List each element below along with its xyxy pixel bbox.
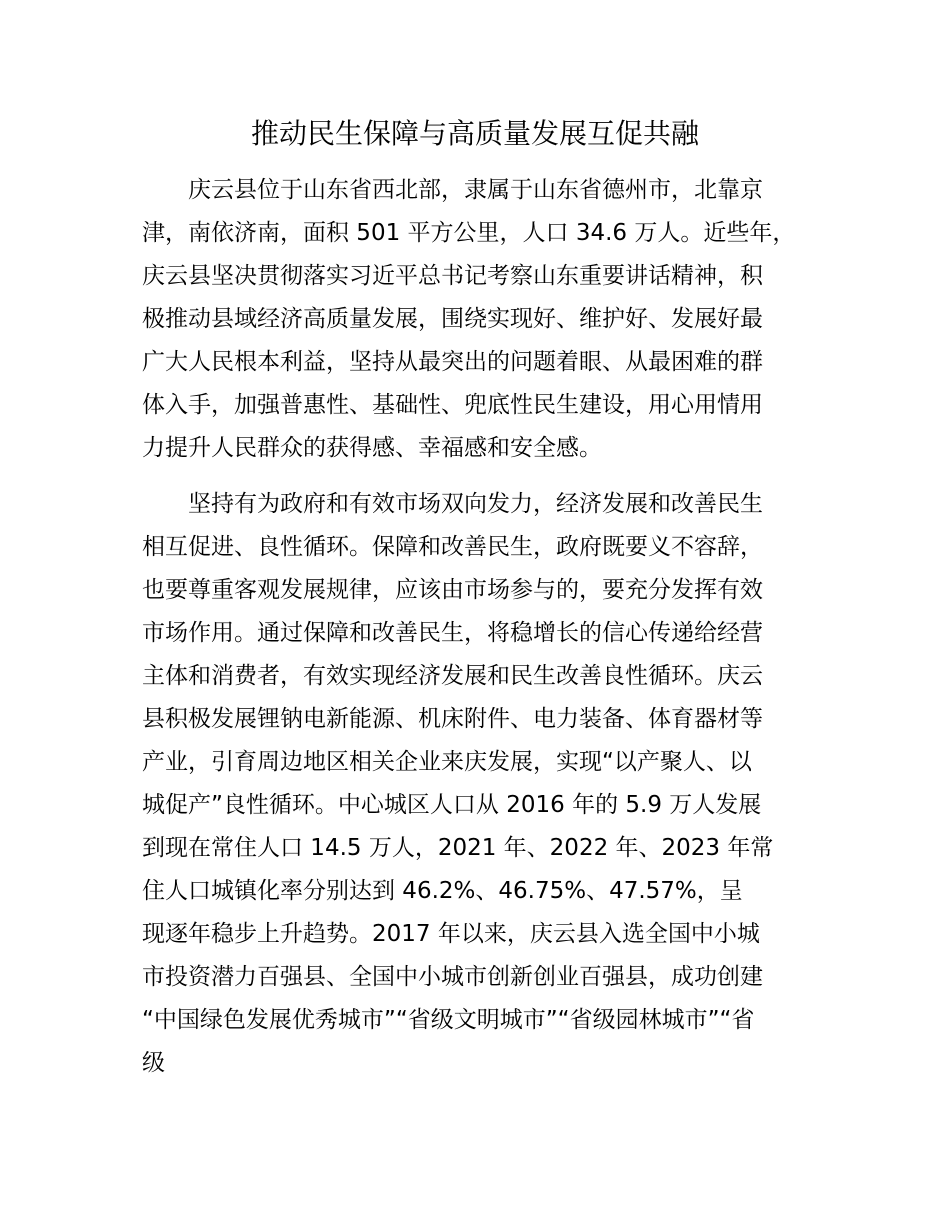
paragraph-line: 力提升人民群众的获得感、幸福感和安全感。	[142, 435, 602, 461]
paragraph-line: 体入手，加强普惠性、基础性、兜底性民生建设，用心用情用	[142, 392, 763, 418]
paragraph-line: 城促产”良性循环。中心城区人口从 2016 年的 5.9 万人发展	[142, 792, 762, 818]
document-title: 推动民生保障与高质量发展互促共融	[250, 117, 699, 150]
paragraph-line: 现逐年稳步上升趋势。2017 年以来，庆云县入选全国中小城	[142, 921, 760, 947]
paragraph-line: 极推动县域经济高质量发展，围绕实现好、维护好、发展好最	[142, 306, 763, 332]
paragraph-line: 主体和消费者，有效实现经济发展和民生改善良性循环。庆云	[142, 663, 763, 689]
paragraph-line: 庆云县坚决贯彻落实习近平总书记考察山东重要讲话精神，积	[142, 263, 763, 289]
paragraph-line: 相互促进、良性循环。保障和改善民生，政府既要义不容辞，	[142, 534, 763, 560]
paragraph-line: 坚持有为政府和有效市场双向发力，经济发展和改善民生	[188, 491, 763, 517]
paragraph-line: 县积极发展锂钠电新能源、机床附件、电力装备、体育器材等	[142, 706, 763, 732]
paragraph-line: 市投资潜力百强县、全国中小城市创新创业百强县，成功创建	[142, 964, 763, 990]
paragraph-line: 住人口城镇化率分别达到 46.2%、46.75%、47.57%，呈	[142, 878, 743, 904]
paragraph-line: 也要尊重客观发展规律，应该由市场参与的，要充分发挥有效	[142, 577, 763, 603]
paragraph-line: 到现在常住人口 14.5 万人，2021 年、2022 年、2023 年常	[142, 835, 774, 861]
paragraph-line: 级	[142, 1050, 165, 1076]
paragraph-line: 津，南依济南，面积 501 平方公里，人口 34.6 万人。近些年，	[142, 220, 796, 246]
paragraph-line: 广大人民根本利益，坚持从最突出的问题着眼、从最困难的群	[142, 349, 763, 375]
paragraph-line: “中国绿色发展优秀城市”“省级文明城市”“省级园林城市”“省	[142, 1007, 755, 1033]
paragraph-line: 庆云县位于山东省西北部，隶属于山东省德州市，北靠京	[188, 177, 763, 203]
paragraph-line: 产业，引育周边地区相关企业来庆发展，实现“以产聚人、以	[142, 749, 752, 775]
paragraph-line: 市场作用。通过保障和改善民生，将稳增长的信心传递给经营	[142, 620, 763, 646]
